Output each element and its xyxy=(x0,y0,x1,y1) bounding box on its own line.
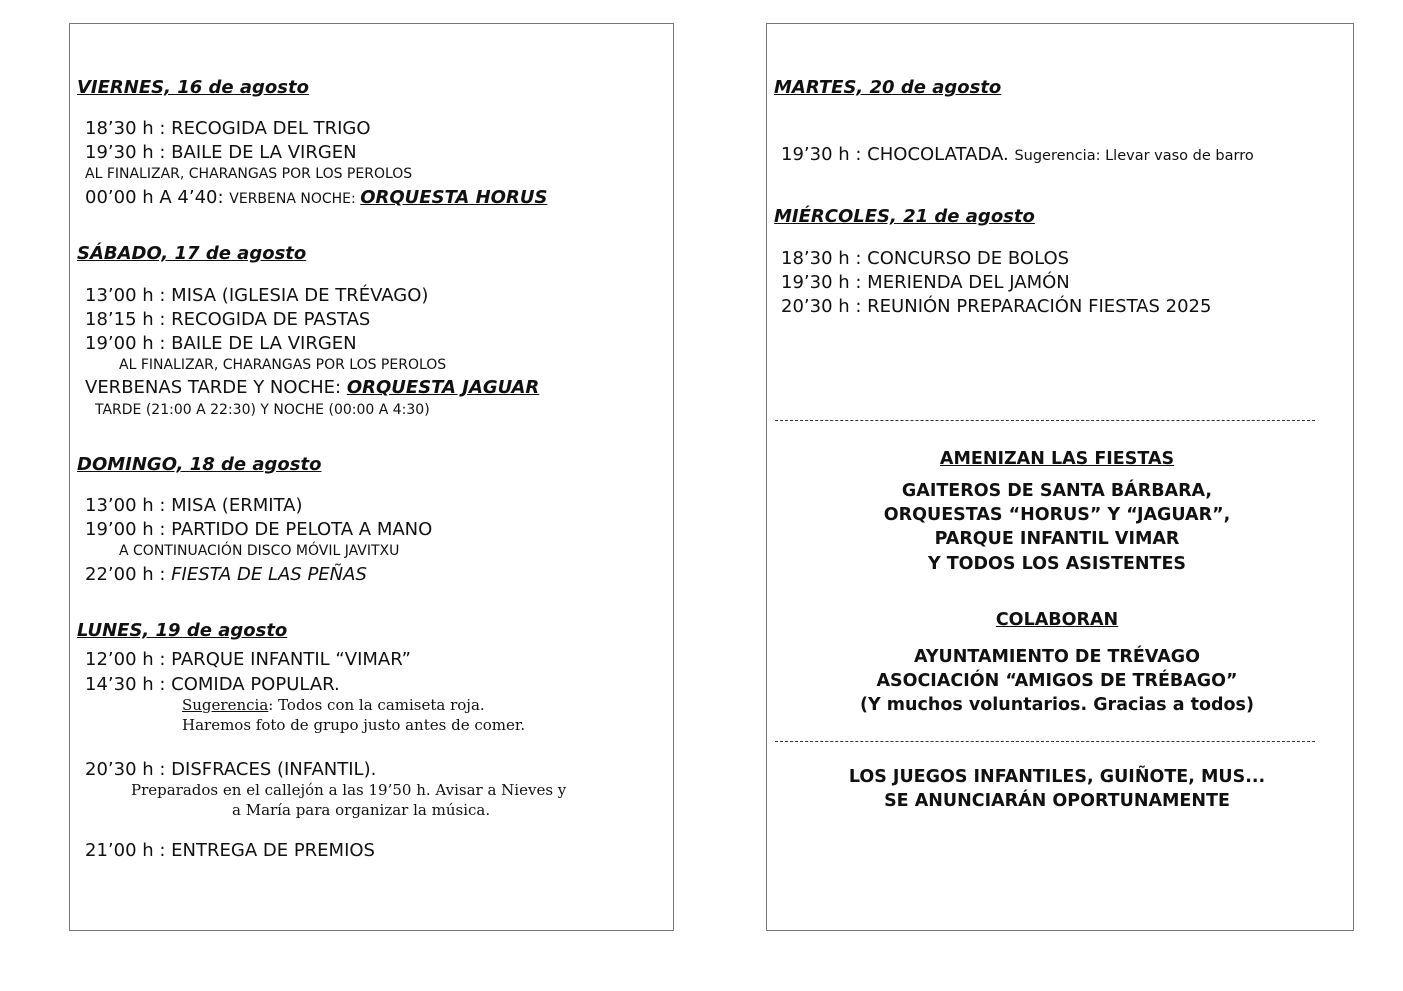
event-sabado-3: 19’00 h : BAILE DE LA VIRGEN xyxy=(85,333,357,354)
event-lunes-4: 21’00 h : ENTREGA DE PREMIOS xyxy=(85,840,375,861)
event-martes-1 xyxy=(781,146,1254,164)
suggestion-text: : Todos con la camiseta roja. xyxy=(268,696,485,714)
event-domingo-3-time: 22’00 h : xyxy=(85,564,172,585)
event-sabado-3-note: AL FINALIZAR, CHARANGAS POR LOS PEROLOS xyxy=(119,357,447,373)
day-heading-viernes: VIERNES, 16 de agosto xyxy=(77,77,309,98)
event-sabado-4 xyxy=(85,379,539,397)
event-martes-1-note: Sugerencia: Llevar vaso de barro xyxy=(1014,148,1254,164)
event-domingo-3 xyxy=(85,566,367,584)
colaboran-line-2: ASOCIACIÓN “AMIGOS DE TRÉBAGO” xyxy=(876,671,1238,691)
event-sabado-4-label: VERBENAS TARDE Y NOCHE: xyxy=(85,377,347,398)
event-domingo-1: 13’00 h : MISA (ERMITA) xyxy=(85,495,303,516)
band-horus: ORQUESTA HORUS xyxy=(360,187,548,208)
juegos-line-1: LOS JUEGOS INFANTILES, GUIÑOTE, MUS... xyxy=(848,767,1266,787)
left-program-panel xyxy=(69,23,674,931)
colaboran-line-3: (Y muchos voluntarios. Gracias a todos) xyxy=(860,695,1254,715)
event-sabado-2: 18’15 h : RECOGIDA DE PASTAS xyxy=(85,309,371,330)
suggestion-label: Sugerencia xyxy=(182,696,269,714)
amenizan-line-3: PARQUE INFANTIL VIMAR xyxy=(934,529,1180,549)
right-program-panel xyxy=(766,23,1354,931)
day-heading-miercoles: MIÉRCOLES, 21 de agosto xyxy=(774,206,1035,227)
dashed-divider-bottom xyxy=(775,741,1315,742)
event-viernes-2: 19’30 h : BAILE DE LA VIRGEN xyxy=(85,142,357,163)
event-miercoles-1: 18’30 h : CONCURSO DE BOLOS xyxy=(781,248,1070,269)
dashed-divider-top xyxy=(775,420,1315,421)
event-sabado-1: 13’00 h : MISA (IGLESIA DE TRÉVAGO) xyxy=(85,285,429,306)
event-viernes-1: 18’30 h : RECOGIDA DEL TRIGO xyxy=(85,118,371,139)
event-lunes-3-note-1: Preparados en el callejón a las 19’50 h. Avisar a Nieves y xyxy=(131,781,567,799)
juegos-line-2: SE ANUNCIARÁN OPORTUNAMENTE xyxy=(884,791,1230,811)
event-sabado-4-note: TARDE (21:00 A 22:30) Y NOCHE (00:00 A 4:30) xyxy=(95,402,430,418)
event-domingo-2: 19’00 h : PARTIDO DE PELOTA A MANO xyxy=(85,519,433,540)
amenizan-heading: AMENIZAN LAS FIESTAS xyxy=(939,449,1175,469)
day-heading-lunes: LUNES, 19 de agosto xyxy=(77,620,288,641)
event-viernes-3 xyxy=(85,189,547,207)
event-domingo-2-note: A CONTINUACIÓN DISCO MÓVIL JAVITXU xyxy=(119,543,400,559)
day-heading-martes: MARTES, 20 de agosto xyxy=(774,77,1002,98)
amenizan-line-2: ORQUESTAS “HORUS” Y “JAGUAR”, xyxy=(883,505,1231,525)
colaboran-heading: COLABORAN xyxy=(995,610,1119,630)
band-jaguar: ORQUESTA JAGUAR xyxy=(346,377,540,398)
day-heading-sabado: SÁBADO, 17 de agosto xyxy=(77,243,307,264)
event-lunes-2-suggestion xyxy=(182,698,485,713)
event-lunes-3: 20’30 h : DISFRACES (INFANTIL). xyxy=(85,759,377,780)
event-domingo-3-label: FIESTA DE LAS PEÑAS xyxy=(171,564,367,585)
event-lunes-1: 12’00 h : PARQUE INFANTIL “VIMAR” xyxy=(85,649,411,670)
event-viernes-3-time: 00’00 h A 4’40: xyxy=(85,187,230,208)
amenizan-line-4: Y TODOS LOS ASISTENTES xyxy=(927,554,1187,574)
event-viernes-3-label: VERBENA NOCHE: xyxy=(229,191,361,207)
event-viernes-2-note: AL FINALIZAR, CHARANGAS POR LOS PEROLOS xyxy=(85,166,413,182)
event-miercoles-3: 20’30 h : REUNIÓN PREPARACIÓN FIESTAS 2025 xyxy=(781,296,1212,317)
event-lunes-2: 14’30 h : COMIDA POPULAR. xyxy=(85,674,340,695)
event-lunes-3-note-2: a María para organizar la música. xyxy=(232,801,491,819)
event-lunes-2-suggestion-2: Haremos foto de grupo justo antes de comer. xyxy=(182,716,526,734)
amenizan-line-1: GAITEROS DE SANTA BÁRBARA, xyxy=(901,481,1213,501)
day-heading-domingo: DOMINGO, 18 de agosto xyxy=(77,454,322,475)
event-martes-1-label: 19’30 h : CHOCOLATADA. xyxy=(781,144,1015,165)
colaboran-line-1: AYUNTAMIENTO DE TRÉVAGO xyxy=(913,647,1201,667)
event-miercoles-2: 19’30 h : MERIENDA DEL JAMÓN xyxy=(781,272,1070,293)
